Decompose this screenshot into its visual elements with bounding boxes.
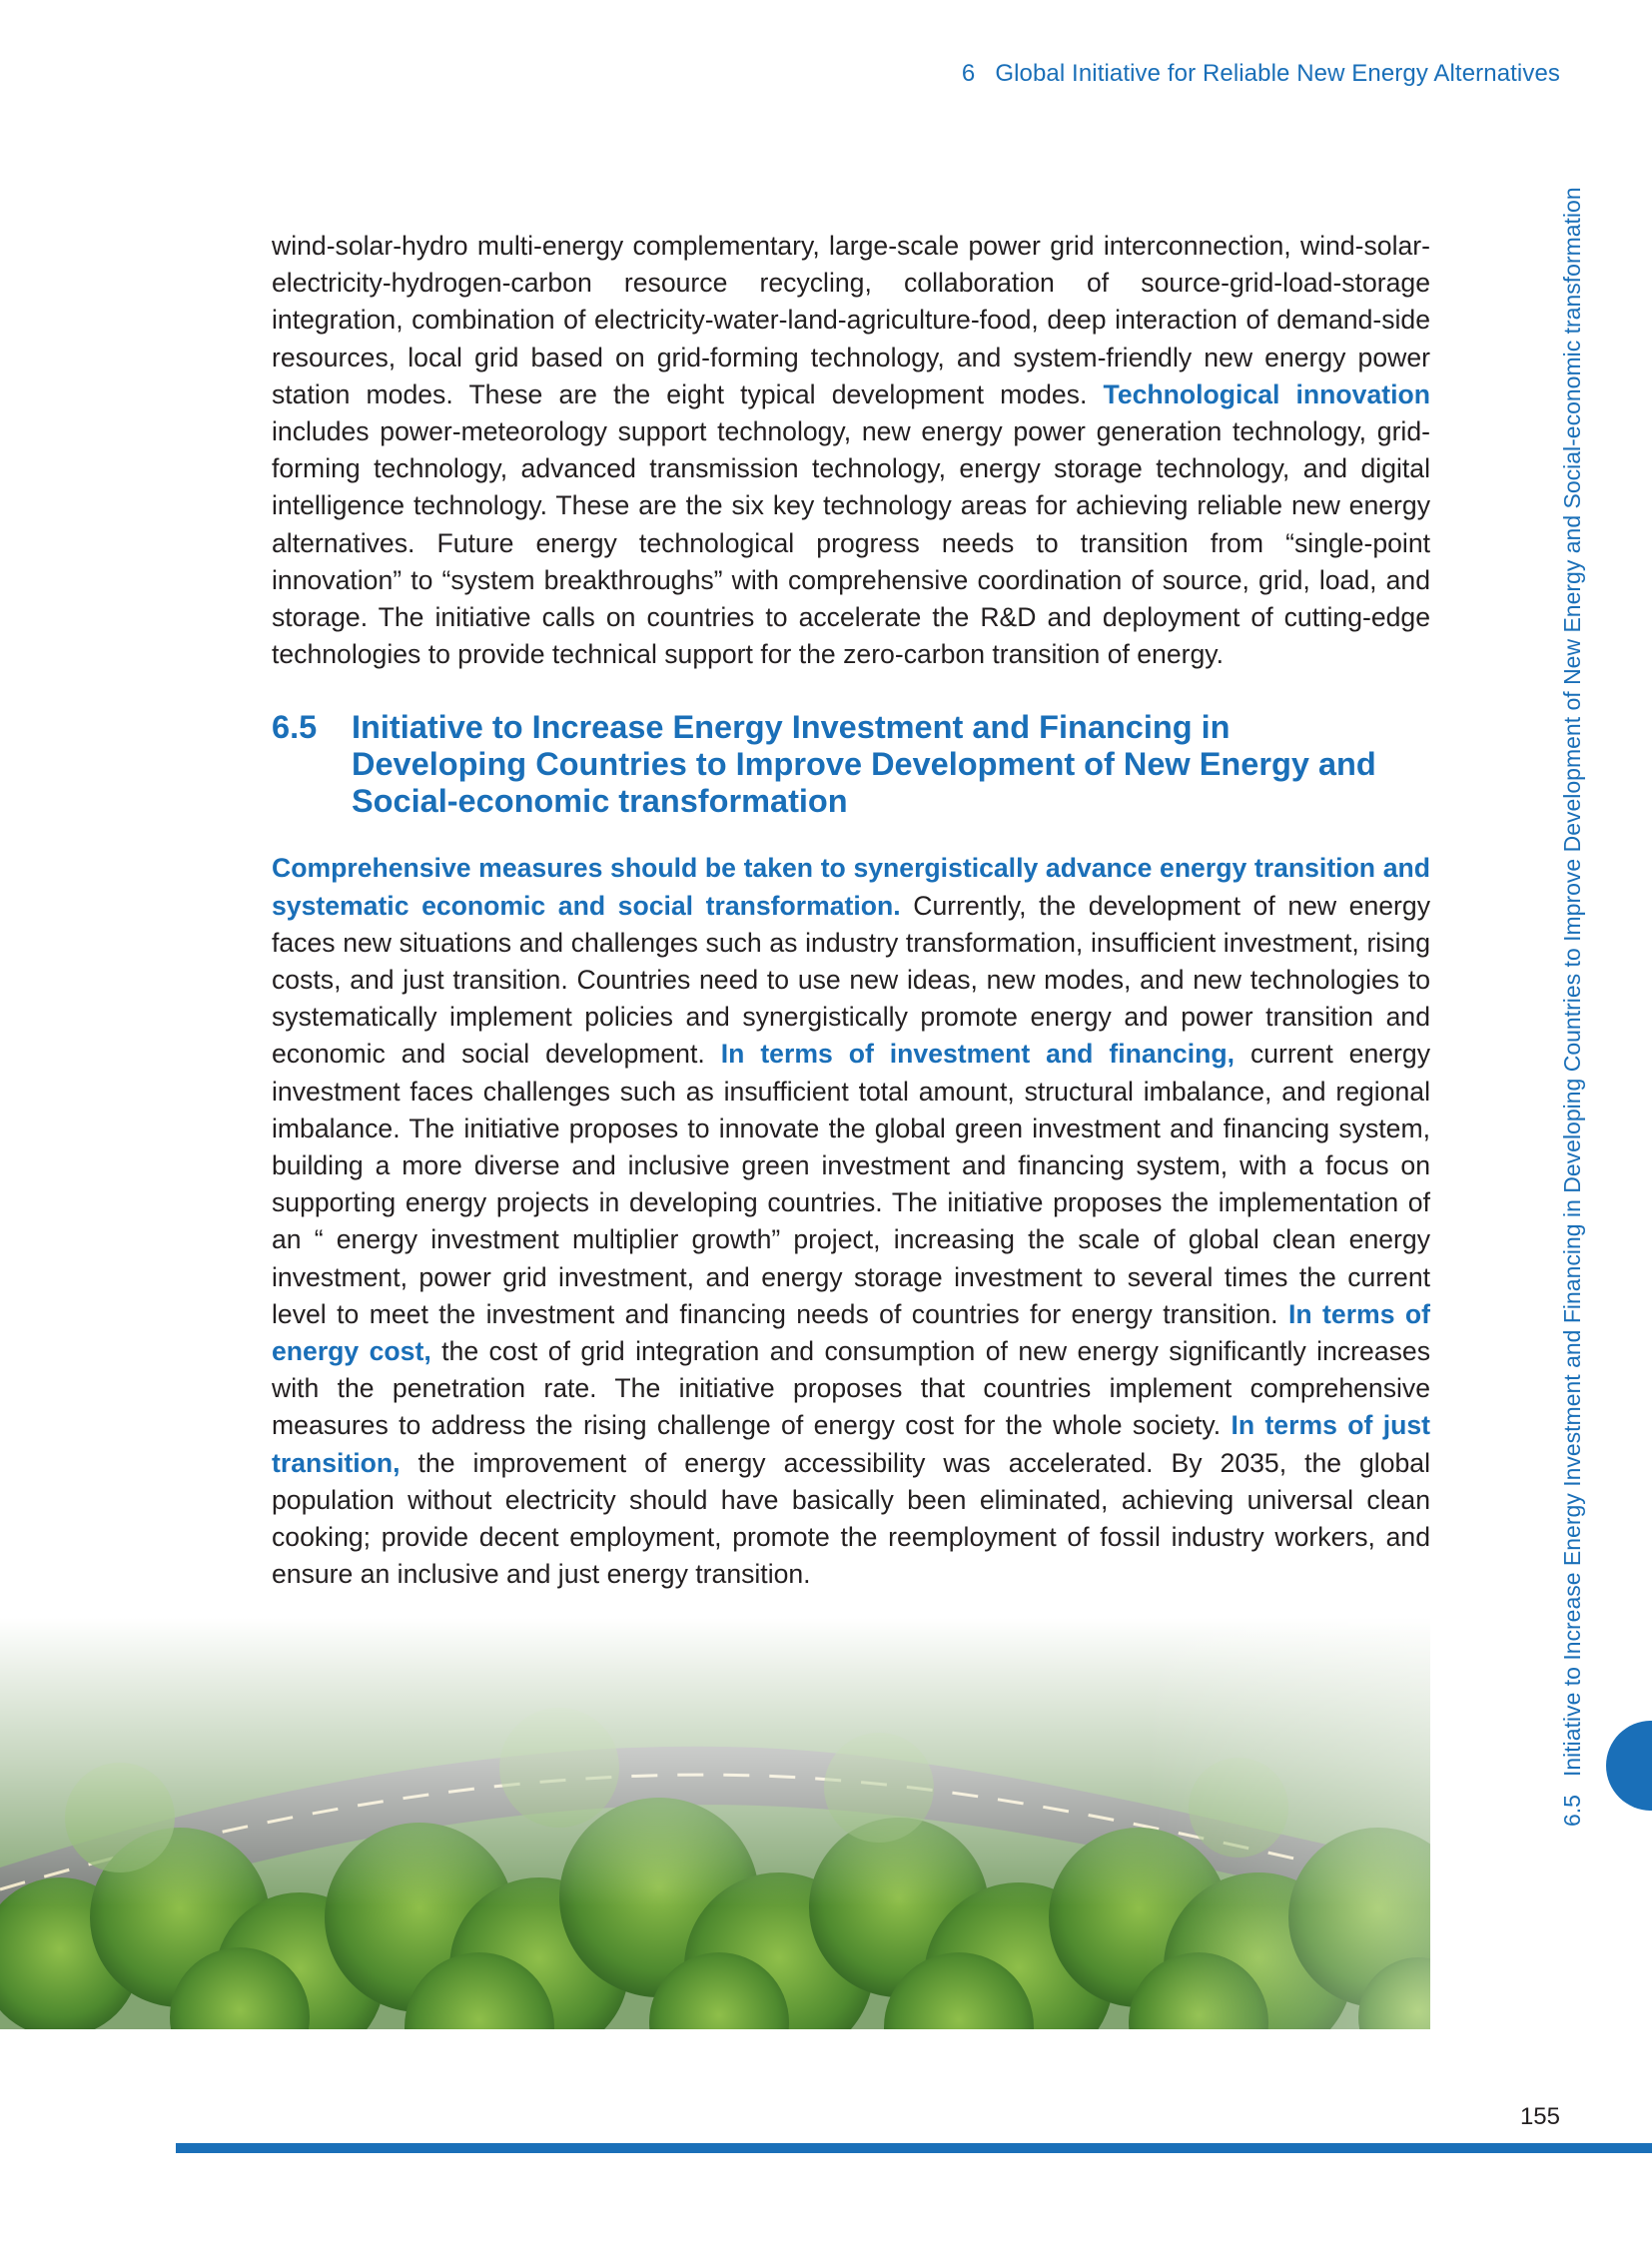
footer-bar bbox=[176, 2143, 1652, 2153]
chapter-tab-marker bbox=[1606, 1721, 1652, 1811]
highlight-technological-innovation: Technological innovation bbox=[1103, 378, 1430, 409]
section-heading bbox=[272, 709, 1430, 820]
side-section-number: 6.5 bbox=[1559, 1795, 1585, 1827]
highlight-investment-financing: In terms of investment and financing, bbox=[720, 1039, 1235, 1070]
highlight-comprehensive-measures: Comprehensive measures should be taken to synergistically advance energy transition and systematic economic and social transformation. bbox=[272, 853, 1430, 921]
paragraph-continued bbox=[272, 228, 1430, 673]
main-content bbox=[272, 228, 1430, 1594]
paragraph-text: the cost of grid integration and consumption of new energy significantly increases with the penetration rate. The initiative proposes that countries implement comprehensive measures to address the rising challenge of energy cost for the whole society. bbox=[272, 1336, 1430, 1441]
chapter-title: Global Initiative for Reliable New Energy Alternatives bbox=[995, 60, 1560, 87]
paragraph-text: wind-solar-hydro multi-energy complementary, large-scale power grid interconnection, wind-solar-electricity-hydrogen-carbon resource recycling, collaboration of source-grid-load-storage integration, combination of electricity-water-land-agriculture-food, deep interaction of demand-side resources, local grid based on grid-forming technology, and system-friendly new energy power station modes. These are the eight typical development modes. bbox=[272, 231, 1430, 409]
running-header bbox=[962, 60, 1560, 88]
section-number: 6.5 bbox=[272, 709, 318, 746]
paragraph-section-body bbox=[272, 850, 1430, 1593]
side-section-title: Initiative to Increase Energy Investment and Financing in Developing Countries to Improve Development of New Energy and Social-economic transformation bbox=[1559, 187, 1585, 1778]
paragraph-text: current energy investment faces challenges such as insufficient total amount, structural imbalance, and regional imbalance. The initiative proposes to innovate the global green investment and financing system, building a more diverse and inclusive green investment and financing system, with a focus on supporting energy projects in developing countries. The initiative proposes the implementation of an “ energy investment multiplier growth” project, increasing the scale of global clean energy investment, power grid investment, and energy storage investment to several times the current level to meet the investment and financing needs of countries for energy transition. bbox=[272, 1039, 1430, 1329]
highlight-energy-cost: In terms of energy cost, bbox=[272, 1298, 1430, 1367]
chapter-number: 6 bbox=[961, 60, 976, 87]
paragraph-text: Currently, the development of new energy faces new situations and challenges such as industry transformation, insufficient investment, rising costs, and just transition. Countries need to use new ideas, new modes, and new technologies to systematically implement policies and synergistically promote energy and power transition and economic and social development. bbox=[272, 890, 1430, 1070]
highlight-just-transition: In terms of just transition, bbox=[272, 1410, 1430, 1478]
paragraph-text: the improvement of energy accessibility was accelerated. By 2035, the global population without electricity should have basically been eliminated, achieving universal clean cooking; provide decent employment, promote the reemployment of fossil industry workers, and ensure an inclusive and just energy transition. bbox=[272, 1447, 1430, 1590]
paragraph-text: includes power-meteorology support technology, new energy power generation technology, grid-forming technology, advanced transmission technology, energy storage technology, and digital intelligence technology. These are the six key technology areas for achieving reliable new energy alternatives. Future energy technological progress needs to transition from “single-point innovation” to “system breakthroughs” with comprehensive coordination of source, grid, load, and storage. The initiative calls on countries to accelerate the R&D and deployment of cutting-edge technologies to provide technical support for the zero-carbon transition of energy. bbox=[272, 416, 1430, 670]
aerial-forest-road-photo bbox=[0, 1618, 1430, 2029]
side-running-title bbox=[1554, 187, 1590, 1827]
page-number: 155 bbox=[1519, 2103, 1560, 2130]
section-title: Initiative to Increase Energy Investment and Financing in Developing Countries to Improve Development of New Energy and Social-economic transformation bbox=[352, 709, 1376, 820]
forest-photo-illustration bbox=[0, 1618, 1430, 2029]
